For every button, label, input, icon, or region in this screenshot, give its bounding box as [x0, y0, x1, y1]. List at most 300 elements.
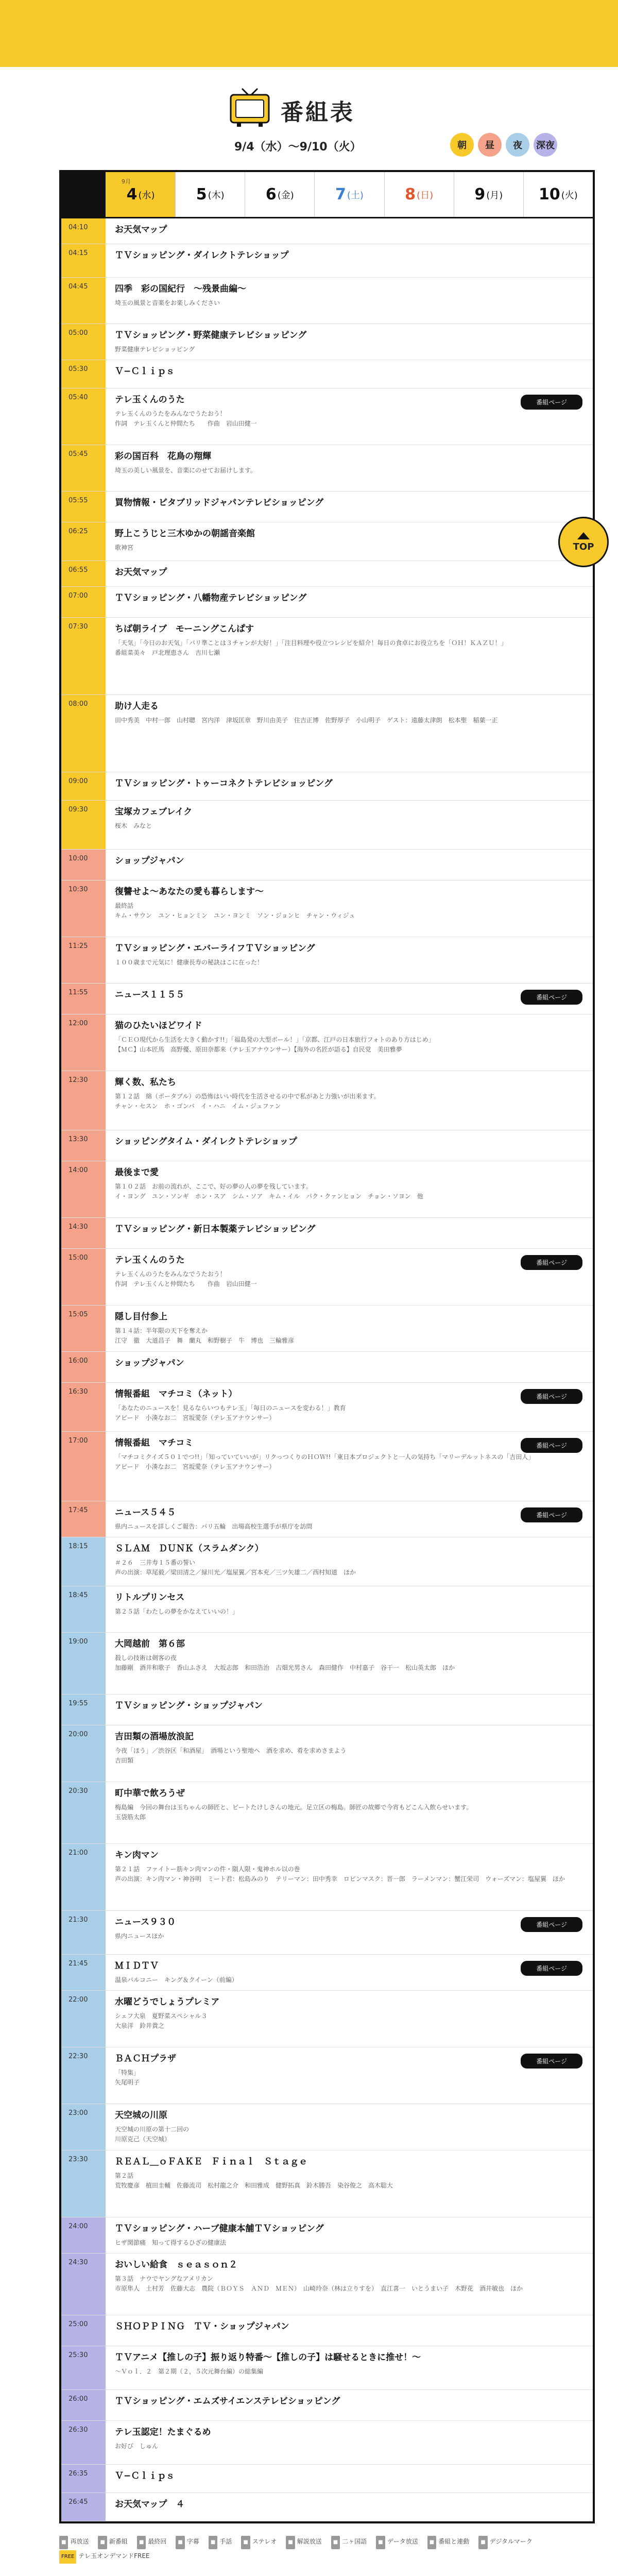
program-page-button[interactable]: 番組ページ [521, 990, 582, 1005]
program-body [106, 937, 593, 983]
back-to-top-label: TOP [573, 541, 594, 552]
program-row[interactable] [61, 244, 593, 278]
program-title[interactable]: テレ玉くんのうた [115, 1255, 185, 1265]
program-description: 歌神宮 [115, 544, 134, 551]
legend-label: 二ヶ国語 [342, 2538, 367, 2545]
program-time: 06:55 [61, 561, 106, 586]
program-body [106, 1014, 593, 1071]
program-title[interactable]: 復讐せよ～あなたの愛も暮らします～ [115, 887, 264, 897]
program-row[interactable] [61, 1991, 593, 2047]
program-body [106, 1991, 593, 2047]
day-number: 5 [196, 185, 207, 204]
program-time: 04:10 [61, 218, 106, 244]
program-row[interactable] [61, 1955, 593, 1991]
program-title[interactable]: 最後まで愛 [115, 1167, 159, 1178]
program-time: 07:30 [61, 618, 106, 694]
program-row[interactable] [61, 1249, 593, 1306]
program-row[interactable] [61, 360, 593, 388]
program-body [106, 1694, 593, 1725]
legend-mark-icon: ■ [331, 2536, 340, 2549]
program-title[interactable]: ニュース５４５ [115, 1507, 176, 1518]
schedule-table [59, 170, 595, 2523]
program-title[interactable]: 天空城の川原 [115, 2110, 167, 2121]
program-title[interactable]: 大岡越前 第６部 [115, 1639, 185, 1649]
program-title[interactable]: 吉田類の酒場放浪記 [115, 1732, 194, 1742]
legend-label: 番組と連動 [438, 2538, 470, 2545]
program-row[interactable] [61, 2390, 593, 2421]
time-slot-nav [450, 133, 557, 157]
program-body [106, 360, 593, 388]
program-time: 12:00 [61, 1014, 106, 1071]
program-body [106, 2390, 593, 2420]
program-title[interactable]: おいしい給食 ｓｅａｓｏｎ２ [115, 2260, 237, 2270]
program-body [106, 1844, 593, 1910]
weekday-label: (土) [347, 190, 364, 201]
day-tab-6[interactable] [523, 172, 593, 217]
program-time: 15:05 [61, 1306, 106, 1351]
legend-item [98, 2535, 127, 2549]
program-title[interactable]: 輝く数、私たち [115, 1077, 176, 1088]
program-body [106, 772, 593, 800]
slot-button-0[interactable]: 朝 [450, 133, 474, 157]
program-row[interactable] [61, 324, 593, 360]
program-description: 第１２話 綿（ポータブル）の恐怖はいい時代を生活させるの中で私があと力強いが出来ます。 チャン・セスン ホ・ゴンバ イ・ハニ イム・ジュファン [115, 1093, 380, 1110]
program-body [106, 561, 593, 586]
program-title[interactable]: 野上こうじと三木ゆかの朝謡音楽館 [115, 529, 255, 539]
program-body [106, 2315, 593, 2346]
program-time: 12:30 [61, 1071, 106, 1130]
legend-label: 最終回 [148, 2538, 167, 2545]
legend-mark-icon: ■ [209, 2536, 217, 2549]
program-page-button[interactable]: 番組ページ [521, 1438, 582, 1453]
program-row[interactable] [61, 587, 593, 618]
program-time: 16:00 [61, 1352, 106, 1382]
legend-mark-icon: ■ [241, 2536, 250, 2549]
program-row[interactable] [61, 522, 593, 561]
program-time: 05:55 [61, 492, 106, 522]
program-description: 「あなたのニュースを！見るならいつもテレ玉」「毎日のニュースを変わる！」教育 アピード 小湊なお二 宮坂愛奈（テレ玉アナウンサー） [115, 1404, 346, 1421]
program-title[interactable]: ショップジャパン [115, 1358, 184, 1368]
day-number: 7 [335, 185, 346, 204]
program-body [106, 278, 593, 324]
program-body [106, 880, 593, 937]
program-body [106, 2104, 593, 2150]
day-tab-2[interactable] [245, 172, 314, 217]
program-title[interactable]: ＴＶショッピング・新日本製薬テレビショッピング [115, 1224, 316, 1234]
program-description: 桜木 みなと [115, 822, 152, 829]
program-time: 14:30 [61, 1218, 106, 1248]
program-row[interactable] [61, 850, 593, 880]
program-page-button[interactable]: 番組ページ [521, 1389, 582, 1404]
program-time: 10:00 [61, 850, 106, 880]
legend-mark-icon: ■ [137, 2536, 146, 2549]
program-title[interactable]: Ｖ−Ｃｌｉｐｓ [115, 366, 175, 377]
program-description: 第１４話：半年限の天下を奪えか 江守 徹 大道昌子 舞 蘭丸 和野樹子 牛 博也 三輪雅彦 [115, 1327, 295, 1344]
program-description: 田中秀美 中村一郎 山村聰 宮内洋 津坂匡章 野川由美子 住吉正博 佐野厚子 小山明子 ゲスト：遠藤太津朗 松本聖 稲葉一正 [115, 717, 498, 724]
program-description: 県内ニュースを詳しくご報告：パリ五輪 出場高校生選手が県庁を訪問 [115, 1523, 313, 1530]
program-body [106, 2047, 593, 2104]
program-description: 第２１話 ファイトー筋キン肉マンの件・隕人限・鬼神ホル以の巻 声の出演：キン肉マン・神谷明 ミート君：松島みのり テリーマン：田中秀幸 ロビンマスク：晋一郎 ラーメンマン：蟹江栄司 ウォーズマン：塩屋翼 ほか [115, 1866, 565, 1883]
slot-button-2[interactable]: 夜 [506, 133, 529, 157]
day-number: 10 [539, 185, 560, 204]
program-body [106, 984, 593, 1014]
program-row[interactable] [61, 1161, 593, 1218]
program-time: 05:30 [61, 360, 106, 388]
program-page-button[interactable]: 番組ページ [521, 1961, 582, 1976]
program-body [106, 1218, 593, 1248]
slot-button-3[interactable]: 深夜 [534, 133, 557, 157]
program-time: 13:30 [61, 1130, 106, 1161]
program-description: 県内ニュースほか [115, 1933, 164, 1940]
program-page-button[interactable]: 番組ページ [521, 395, 582, 410]
program-description: 埼玉の美しい風景を、音楽にのせてお届けします。 [115, 467, 257, 474]
program-row[interactable] [61, 937, 593, 984]
program-title[interactable]: ＲＥＡＬ＿ｏＦＡＫＥ Ｆｉｎａｌ Ｓｔａｇｅ [115, 2157, 307, 2167]
program-row[interactable] [61, 1844, 593, 1911]
legend-item [59, 2535, 89, 2549]
page-header [0, 67, 618, 170]
program-body [106, 2465, 593, 2493]
legend-mark-icon: ■ [59, 2536, 68, 2549]
program-list [61, 218, 593, 2521]
page-title: 番組表 [281, 99, 355, 126]
program-row[interactable] [61, 2253, 593, 2315]
program-description: 天空城の川原の第十二回の 川原克己（天空城） [115, 2126, 190, 2143]
program-body [106, 1725, 593, 1782]
program-time: 21:00 [61, 1844, 106, 1910]
program-row[interactable] [61, 2315, 593, 2346]
program-description: 今夜「ほう」／渋谷区「和酒屋」 酒場という聖地へ 酒を求め、肴を求めさまよう 吉田類 [115, 1747, 347, 1764]
program-title[interactable]: ＴＶショッピング・エバーライフＴＶショッピング [115, 943, 315, 954]
program-time: 04:15 [61, 244, 106, 277]
program-row[interactable] [61, 388, 593, 445]
program-description: 第２５話「わたしの夢をかなえていいの！」 [115, 1608, 239, 1615]
program-title[interactable]: ニュース９３０ [115, 1917, 176, 1927]
program-title[interactable]: ショッピングタイム・ダイレクトテレショップ [115, 1137, 297, 1147]
legend-label: 手話 [219, 2538, 232, 2545]
legend-item [137, 2535, 166, 2549]
program-row[interactable] [61, 2047, 593, 2104]
legend-item [209, 2535, 232, 2549]
program-row[interactable] [61, 2493, 593, 2521]
program-title[interactable]: リトルプリンセス [115, 1592, 185, 1603]
program-title[interactable]: ＴＶショッピング・野菜健康テレビショッピング [115, 330, 307, 341]
program-description: シェフ大泉 夏野菜スペシャル３ 大泉洋 鈴井貴之 [115, 2012, 208, 2029]
corner-cell [61, 172, 106, 217]
weekday-label: (日) [417, 190, 434, 201]
program-row[interactable] [61, 1725, 593, 1782]
program-title[interactable]: ＴＶショッピング・トゥーコネクトテレビショッピング [115, 778, 333, 789]
program-title[interactable]: 水曜どうでしょうプレミア [115, 1997, 220, 2007]
day-tab-0[interactable] [106, 172, 175, 217]
program-body [106, 695, 593, 772]
program-title[interactable]: 隠し目付参上 [115, 1312, 167, 1322]
program-time: 04:45 [61, 278, 106, 324]
legend-label: テレ玉オンデマンドFREE [78, 2552, 150, 2560]
legend-mark-icon: ■ [376, 2536, 385, 2549]
program-body [106, 2421, 593, 2464]
program-time: 18:15 [61, 1537, 106, 1586]
program-body [106, 522, 593, 561]
program-body [106, 2493, 593, 2521]
program-time: 09:30 [61, 801, 106, 849]
program-title[interactable]: 四季 彩の国紀行 ～残景曲編～ [115, 284, 246, 294]
program-description: 殺しの技術は剣客の夜 加藤剛 酒井和歌子 香山ふさえ 大坂志郎 和田浩治 古畑光男さん 森田健作 中村嘉子 谷干一 松山英太郎 ほか [115, 1654, 455, 1671]
program-body [106, 1501, 593, 1537]
legend-label: 解説放送 [297, 2538, 322, 2545]
program-description: 温泉バルコニー キング＆クイーン（前編） [115, 1976, 238, 1984]
program-row[interactable] [61, 1014, 593, 1071]
legend-item [331, 2535, 367, 2549]
program-row[interactable] [61, 772, 593, 801]
program-page-button[interactable]: 番組ページ [521, 1507, 582, 1522]
program-row[interactable] [61, 2150, 593, 2217]
legend-item [427, 2535, 469, 2549]
program-body [106, 801, 593, 849]
program-row[interactable] [61, 1130, 593, 1161]
program-row[interactable] [61, 1432, 593, 1501]
program-description: 第１０２話 お前の流れが、ここで、好の夢の人の夢を残しています。 イ・ヨング ユン・ソンギ ホン・スア シム・ソア キム・イル パク・クァンヒョン チョン・ソヨン 他 [115, 1183, 423, 1200]
program-description: お好び しゅん [115, 2443, 159, 2450]
day-number: 4 [126, 185, 138, 204]
program-body [106, 587, 593, 617]
program-time: 17:00 [61, 1432, 106, 1501]
program-page-button[interactable]: 番組ページ [521, 1917, 582, 1932]
program-description: 第２話 荒牧慶彦 植田圭輔 佐藤流司 松村龍之介 和田雅成 健野拓真 鈴木勝吾 染谷俊之 高木聡大 [115, 2172, 393, 2189]
program-body [106, 1782, 593, 1843]
program-title[interactable]: ＳＬＡＭ ＤＵＮＫ（スラムダンク） [115, 1544, 264, 1554]
day-number: 8 [405, 185, 416, 204]
program-title[interactable]: ショップジャパン [115, 856, 184, 866]
program-body [106, 850, 593, 880]
program-title[interactable]: キン肉マン [115, 1850, 159, 1860]
program-page-button[interactable]: 番組ページ [521, 2054, 582, 2069]
program-row[interactable] [61, 880, 593, 937]
day-number: 6 [265, 185, 277, 204]
program-row[interactable] [61, 1537, 593, 1586]
program-title[interactable]: 猫のひたいほどワイド [115, 1021, 202, 1031]
program-row[interactable] [61, 1501, 593, 1537]
program-description: 「マチコミクイズ５０１でつ!!」「知っていていいが」リクっつくりのＨＯＷ!!「東日本プロジェクトと一人の気持ち「マリーデルットネスの「吉田人」 アピード 小湊なお二 宮坂愛奈（テレ玉アナウンサー） [115, 1453, 535, 1470]
program-time: 21:30 [61, 1911, 106, 1954]
program-row[interactable] [61, 1911, 593, 1955]
legend-label: データ放送 [387, 2538, 418, 2545]
program-row[interactable] [61, 1633, 593, 1694]
day-tabs [61, 172, 593, 218]
program-row[interactable] [61, 1218, 593, 1249]
program-time: 21:45 [61, 1955, 106, 1990]
program-title[interactable]: テレ玉認定！たまぐるめ [115, 2427, 211, 2437]
legend [59, 2535, 595, 2564]
program-description: 第３話 ナウでヤングなアメリカン 市原隼人 土村芳 佐藤大志 農院（ＢＯＹＳ ＡＮＤ ＭＥＮ） 山崎玲奈（林は立りすを） 直江喜一 いとうまい子 木野花 酒井敏也 ほか [115, 2275, 523, 2292]
legend-item-ondemand [59, 2549, 150, 2564]
program-description: 「ＣＥＯ現代から生活を大きく動かす!!」「福島発の大型ボール！」「京都、江戸の日本旅行フォトのあり方はじめ」 【ＭＣ】山本匠馬 高野優、原田奈都来（テレ玉アナウンサー）【海外の名匠が語る】自民党 美田雅夢 [115, 1036, 435, 1053]
program-row[interactable] [61, 801, 593, 850]
slot-button-1[interactable]: 昼 [478, 133, 502, 157]
program-description: 「特集」 矢尾明子 [115, 2069, 140, 2086]
program-title[interactable]: 宝塚カフェブレイク [115, 807, 193, 817]
program-time: 18:45 [61, 1586, 106, 1632]
program-row[interactable] [61, 561, 593, 587]
program-time: 11:55 [61, 984, 106, 1014]
program-title[interactable]: お天気マップ [115, 567, 167, 578]
program-page-button[interactable]: 番組ページ [521, 1255, 582, 1270]
program-time: 06:25 [61, 522, 106, 561]
legend-label: デジタルマーク [489, 2538, 533, 2545]
program-row[interactable] [61, 278, 593, 324]
program-title[interactable]: 情報番組 マチコミ [115, 1438, 194, 1448]
weekday-label: (水) [138, 190, 155, 201]
program-time: 11:25 [61, 937, 106, 983]
program-description: ＃２６ 三井寿１５番の誓い 声の出演：草尾毅／梁田清之／緑川光／塩屋翼／宮本充／三ツ矢雄二／西村知道 ほか [115, 1559, 356, 1576]
program-description: ～Ｖｏｌ．２ 第２期（２，５次元舞台編）の総集編 [115, 2368, 264, 2375]
program-time: 17:45 [61, 1501, 106, 1537]
top-banner [0, 0, 618, 67]
program-row[interactable] [61, 2217, 593, 2253]
program-row[interactable] [61, 1586, 593, 1633]
program-row[interactable] [61, 2421, 593, 2465]
program-title[interactable]: ＭＩＤＴＶ [115, 1961, 159, 1971]
program-description: 「天気」「今日のお天気」「パリ準ことは３チャンが大好！」「注目料理や役立つレシピを紹介！毎日の食卓にお役立ちを「ＯＨ！ＫＡＺＵ！」 番組菜美々 戸北理恵さん 吉川七瀬 [115, 639, 507, 656]
program-title[interactable]: ちば朝ライブ モーニングこんぱす [115, 624, 254, 634]
program-time: 09:00 [61, 772, 106, 800]
program-row[interactable] [61, 1782, 593, 1844]
program-description: テレ玉くんのうたをみんなでうたおう！ 作詞 テレ玉くんと仲間たち 作曲 岩山田健一 [115, 410, 257, 427]
weekday-label: (火) [561, 190, 578, 201]
program-time: 19:00 [61, 1633, 106, 1694]
legend-mark-icon: ■ [286, 2536, 295, 2549]
program-time: 08:00 [61, 695, 106, 772]
day-tab-3[interactable] [314, 172, 384, 217]
program-title[interactable]: 彩の国百科 花鳥の翔輝 [115, 451, 211, 462]
program-row[interactable] [61, 1306, 593, 1352]
program-time: 26:45 [61, 2493, 106, 2521]
program-description: １００歳まで元気に！健康長寿の秘訣はこに在った！ [115, 959, 264, 966]
program-description: 梅島編 今回の舞台は玉ちゃんの師匠と、ビートたけしさんの地元。足立区の梅島。師匠の故郷で今宵もどこん入飲らせいます。 玉袋筋太郎 [115, 1804, 473, 1821]
program-title[interactable]: ニュース１１５５ [115, 990, 185, 1000]
program-title[interactable]: お天気マップ [115, 225, 167, 235]
program-row[interactable] [61, 1694, 593, 1725]
program-title[interactable]: ＴＶショッピング・ハーブ健康本舗ＴＶショッピング [115, 2224, 324, 2234]
program-title[interactable]: ＴＶショッピング・エムズサイエンステレビショッピング [115, 2396, 340, 2406]
legend-label: ステレオ [252, 2538, 277, 2545]
program-body [106, 244, 593, 277]
program-title[interactable]: 助け人走る [115, 701, 159, 711]
program-time: 26:35 [61, 2465, 106, 2493]
program-title[interactable]: テレ玉くんのうた [115, 395, 185, 405]
program-title[interactable]: ＢＡＣＨプラザ [115, 2054, 176, 2064]
program-row[interactable] [61, 445, 593, 492]
legend-item [478, 2535, 533, 2549]
program-description: 埼玉の風景と音楽をお楽しみください [115, 299, 220, 307]
program-time: 15:00 [61, 1249, 106, 1305]
weekday-label: (月) [486, 190, 503, 201]
program-time: 22:00 [61, 1991, 106, 2047]
legend-item [241, 2535, 277, 2549]
program-time: 25:00 [61, 2315, 106, 2346]
program-body [106, 1352, 593, 1382]
program-body [106, 1537, 593, 1586]
legend-label: 字幕 [186, 2538, 199, 2545]
program-time: 26:00 [61, 2390, 106, 2420]
program-body [106, 1633, 593, 1694]
program-row[interactable] [61, 695, 593, 772]
program-body [106, 1306, 593, 1351]
legend-mark-icon: ■ [176, 2536, 184, 2549]
program-row[interactable] [61, 2104, 593, 2150]
program-title[interactable]: ＳＨＯＰＰＩＮＧ ＴＶ・ショップジャパン [115, 2321, 289, 2332]
program-row[interactable] [61, 1071, 593, 1130]
program-body [106, 1911, 593, 1954]
program-title[interactable]: Ｖ−Ｃｌｉｐｓ [115, 2471, 175, 2481]
back-to-top-button[interactable] [558, 517, 609, 567]
program-title[interactable]: ＴＶショッピング・八幡物産テレビショッピング [115, 593, 307, 603]
day-tab-4[interactable] [384, 172, 454, 217]
program-time: 25:30 [61, 2346, 106, 2389]
program-time: 16:30 [61, 1383, 106, 1431]
program-time: 22:30 [61, 2047, 106, 2104]
program-row[interactable] [61, 218, 593, 244]
free-badge-icon: FREE [59, 2550, 76, 2564]
program-title[interactable]: 買物情報・ビタブリッドジャパンテレビショッピング [115, 498, 324, 508]
program-row[interactable] [61, 2465, 593, 2493]
program-title[interactable]: ＴＶショッピング・ダイレクトテレショップ [115, 250, 289, 261]
program-body [106, 1130, 593, 1161]
program-body [106, 2217, 593, 2253]
program-time: 05:00 [61, 324, 106, 360]
program-time: 07:00 [61, 587, 106, 617]
program-time: 05:40 [61, 388, 106, 445]
program-time: 23:00 [61, 2104, 106, 2150]
program-row[interactable] [61, 492, 593, 522]
program-row[interactable] [61, 618, 593, 695]
program-description: 野菜健康テレビショッピング [115, 346, 195, 353]
program-time: 24:30 [61, 2253, 106, 2315]
legend-mark-icon: ■ [478, 2536, 487, 2549]
month-label: 9月 [122, 178, 131, 185]
program-body [106, 388, 593, 445]
program-row[interactable] [61, 1383, 593, 1432]
program-title[interactable]: ＴＶショッピング・ショップジャパン [115, 1701, 263, 1711]
program-time: 05:45 [61, 445, 106, 491]
program-body [106, 2346, 593, 2389]
program-time: 10:30 [61, 880, 106, 937]
program-description: ヒザ関節痛 知って得するひざの健康法 [115, 2239, 227, 2246]
program-body [106, 618, 593, 694]
program-time: 26:30 [61, 2421, 106, 2464]
program-title[interactable]: 町中華で飲ろうぜ [115, 1788, 185, 1799]
legend-mark-icon: ■ [427, 2536, 436, 2549]
program-body [106, 1383, 593, 1431]
program-time: 19:55 [61, 1694, 106, 1725]
program-description: 最終話 キム・サウン ユン・ヒョンミン ユン・ヨンミ ソン・ジョンヒ チャン・ウィジュ [115, 902, 355, 919]
day-number: 9 [474, 185, 486, 204]
program-title[interactable]: お天気マップ ４ [115, 2499, 185, 2510]
program-title[interactable]: ＴＶアニメ【推しの子】振り返り特番～【推しの子】は騒せるときに推せ！～ [115, 2352, 421, 2363]
legend-label: 再放送 [70, 2538, 89, 2545]
program-time: 20:30 [61, 1782, 106, 1843]
program-title[interactable]: 情報番組 マチコミ（ネット） [115, 1389, 237, 1399]
program-time: 20:00 [61, 1725, 106, 1782]
program-row[interactable] [61, 984, 593, 1014]
day-tab-1[interactable] [175, 172, 245, 217]
day-tab-5[interactable] [454, 172, 523, 217]
program-row[interactable] [61, 1352, 593, 1383]
tv-icon [227, 88, 273, 129]
program-body [106, 492, 593, 522]
program-row[interactable] [61, 2346, 593, 2390]
date-range: 9/4（水）～9/10（火） [234, 141, 362, 154]
